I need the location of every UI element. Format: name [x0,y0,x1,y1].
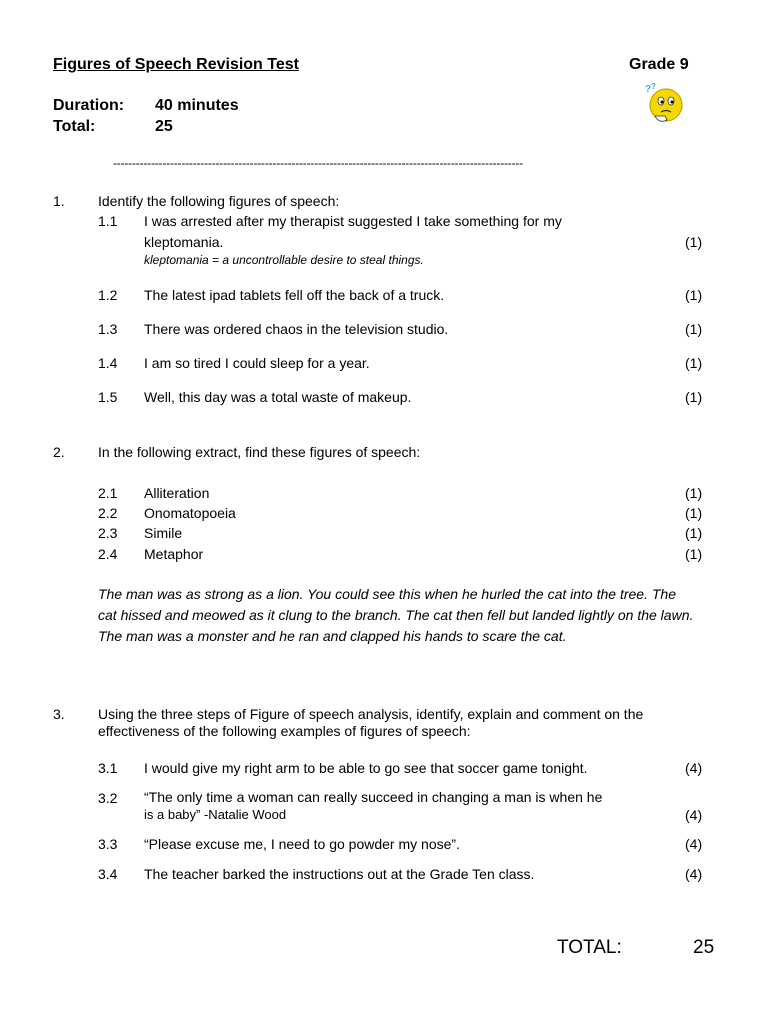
total-value: 25 [155,118,173,135]
item-text: The latest ipad tablets fell off the back of a truck. [144,287,445,303]
item-number: 1.4 [98,355,118,371]
item-text: There was ordered chaos in the television studio. [144,321,449,337]
item-number: 1.3 [98,321,118,337]
item-mark: (4) [685,760,703,776]
item-text-continued: kleptomania. [144,234,224,250]
item-number: 3.1 [98,760,118,776]
item-number: 1.2 [98,287,118,303]
item-number: 1.5 [98,389,118,405]
total-label: Total: [53,118,96,135]
item-number: 2.3 [98,525,118,541]
duration-label: Duration: [53,97,125,114]
item-text-continued: is a baby” -Natalie Wood [144,807,287,822]
svg-text:?: ? [645,84,652,95]
item-text: Onomatopoeia [144,505,236,521]
q3-instruction: Using the three steps of Figure of speech analysis, identify, explain and comment on the [98,706,644,722]
q3-instruction-continued: effectiveness of the following examples of figures of speech: [98,723,471,739]
page-title: Figures of Speech Revision Test [53,56,299,73]
q2-number: 2. [53,444,65,460]
item-mark: (4) [685,807,703,823]
item-mark: (1) [685,321,703,337]
item-mark: (1) [685,355,703,371]
item-mark: (1) [685,525,703,541]
item-mark: (1) [685,546,703,562]
item-text: The teacher barked the instructions out at the Grade Ten class. [144,866,535,882]
item-number: 1.1 [98,213,118,229]
item-number: 3.4 [98,866,118,882]
separator-line: ------------------------------------------------------------------------------------------------------------ [113,156,523,170]
item-mark: (1) [685,287,703,303]
item-mark: (1) [685,485,703,501]
item-text: Alliteration [144,485,210,501]
item-text: I am so tired I could sleep for a year. [144,355,370,371]
item-text: “Please excuse me, I need to go powder my nose”. [144,836,460,852]
duration-value: 40 minutes [155,97,239,114]
item-mark: (1) [685,505,703,521]
svg-text:?: ? [651,82,656,91]
item-number: 3.3 [98,836,118,852]
q1-number: 1. [53,193,65,209]
grade-label: Grade 9 [629,56,689,73]
item-number: 2.4 [98,546,118,562]
item-number: 2.2 [98,505,118,521]
item-note: kleptomania = a uncontrollable desire to steal things. [144,253,424,267]
grand-total-label: TOTAL: [557,937,622,958]
item-text: I was arrested after my therapist suggested I take something for my [144,213,562,229]
item-number: 3.2 [98,790,118,806]
item-text: Well, this day was a total waste of makeup. [144,389,412,405]
item-mark: (4) [685,836,703,852]
item-text: Metaphor [144,546,204,562]
q3-number: 3. [53,706,65,722]
q2-instruction: In the following extract, find these figures of speech: [98,444,421,460]
item-mark: (1) [685,234,703,250]
item-mark: (1) [685,389,703,405]
item-mark: (4) [685,866,703,882]
extract-passage: The man was as strong as a lion. You could see this when he hurled the cat into the tree. The cat hissed and meowed as it clung to the branch. The cat then fell but landed lightly on the lawn. The man was a monster and he ran and clapped his hands to scare the cat. [98,586,694,644]
item-text: I would give my right arm to be able to go see that soccer game tonight. [144,760,588,776]
q1-instruction: Identify the following figures of speech: [98,193,340,209]
item-text: Simile [144,525,183,541]
thinking-face-icon [641,80,685,128]
item-number: 2.1 [98,485,118,501]
grand-total-value: 25 [693,937,715,958]
item-text: “The only time a woman can really succeed in changing a man is when he [144,789,603,805]
